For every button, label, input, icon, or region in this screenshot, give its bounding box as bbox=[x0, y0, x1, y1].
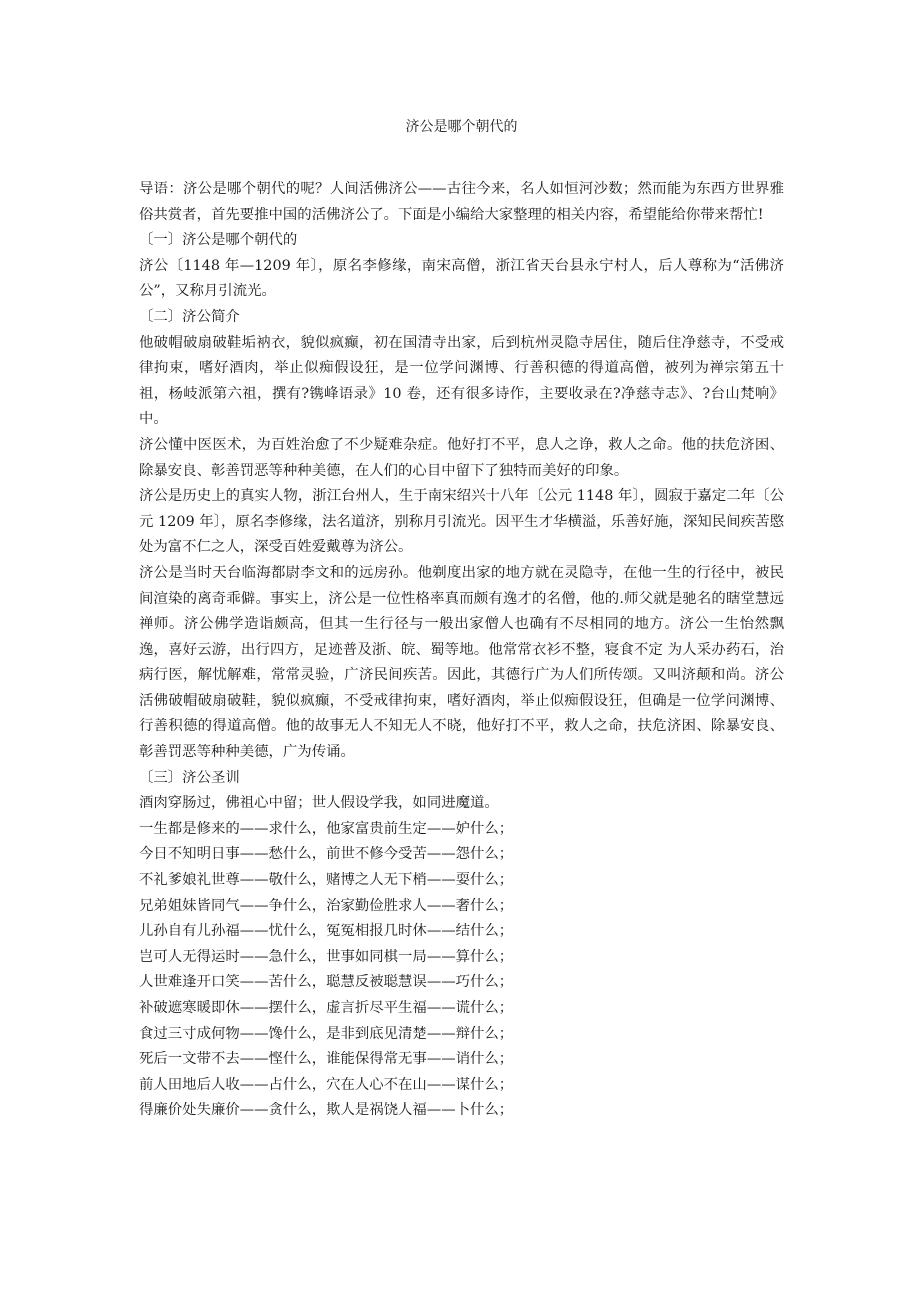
paragraph: 他破帽破扇破鞋垢衲衣，貌似疯癫，初在国清寺出家，后到杭州灵隐寺居住，随后住净慈寺，不受戒律拘束，嗜好酒肉，举止似痴假设狂，是一位学问渊博、行善积德的得道高僧，被列为禅宗第五十祖，杨岐派第六祖，撰有?镌峰语录》10 卷，还有很多诗作，主要收录在?净慈寺志》、?台山梵响》中。 bbox=[139, 334, 784, 428]
section-heading-3: 〔三〕济公圣训 bbox=[139, 769, 240, 786]
intro-paragraph: 导语：济公是哪个朝代的呢？人间活佛济公——古往今来，名人如恒河沙数；然而能为东西方世界雅俗共赏者，首先要推中国的活佛济公了。下面是小编给大家整理的相关内容，希望能给你带来帮忙! bbox=[139, 181, 784, 223]
verse-line: 儿孙自有儿孙福——忧什么，冤冤相报几时休——结什么； bbox=[139, 923, 514, 940]
paragraph: 济公是历史上的真实人物，浙江台州人，生于南宋绍兴十八年〔公元 1148 年〕，圆寂于嘉定二年〔公元 1209 年〕，原名李修缘，法名道济，别称月引流光。因平生才华横溢，乐善好施，深知民间疾苦愍处为富不仁之人，深受百姓爱戴尊为济公。 bbox=[139, 488, 784, 556]
verse-line: 岂可人无得运时——急什么，世事如同棋一局——算什么； bbox=[139, 948, 514, 965]
section-heading-2: 〔二〕济公简介 bbox=[139, 308, 240, 325]
verse-line: 兄弟姐妹皆同气——争什么，治家勤俭胜求人——奢什么； bbox=[139, 897, 514, 914]
verse-line: 死后一文带不去——悭什么，谁能保得常无事——诮什么； bbox=[139, 1051, 514, 1068]
paragraph: 济公懂中医医术，为百姓治愈了不少疑难杂症。他好打不平，息人之诤，救人之命。他的扶危济困、除暴安良、彰善罚恶等种种美德，在人们的心目中留下了独特而美好的印象。 bbox=[139, 436, 784, 479]
document-title: 济公是哪个朝代的 bbox=[405, 119, 518, 135]
section-heading-1: 〔一〕济公是哪个朝代的 bbox=[139, 232, 298, 249]
paragraph: 济公是当时天台临海都尉李文和的远房孙。他剃度出家的地方就在灵隐寺，在他一生的行径中，被民间渲染的离奇乖僻。事实上，济公是一位性格率真而颇有逸才的名僧，他的.师父就是驰名的瞎堂慧远禅师。济公佛学造诣颇高，但其一生行径与一般出家僧人也确有不尽相同的地方。济公一生怡然飘逸，喜好云游，出行四方，足迹普及浙、皖、蜀等地。他常常衣衫不整，寝食不定 为人采办药石，治病行医，解忧解难，常常灵验，广济民间疾苦。因此，其德行广为人们所传颂。又叫济颠和尚。济公活佛破帽破扇破鞋，貌似疯癫，不受戒律拘束，嗜好酒肉，举止似痴假设狂，但确是一位学问渊博、行善积德的得道高僧。他的故事无人不知无人不晓，他好打不平，救人之命，扶危济困、除暴安良、彰善罚恶等种种美德，广为传诵。 bbox=[139, 564, 784, 761]
verse-line: 不礼爹娘礼世尊——敬什么，赌博之人无下梢——耍什么； bbox=[139, 872, 514, 889]
paragraph: 济公〔1148 年—1209 年〕，原名李修缘，南宋高僧，浙江省天台县永宁村人，后人尊称为“活佛济公”，又称月引流光。 bbox=[139, 257, 784, 300]
verse-line: 前人田地后人收——占什么，穴在人心不在山——谋什么； bbox=[139, 1076, 514, 1093]
verse-line: 人世难逢开口笑——苦什么，聪慧反被聪慧误——巧什么； bbox=[139, 974, 514, 991]
verse-line: 补破遮寒暖即休——摆什么，虚言折尽平生福——谎什么； bbox=[139, 1000, 514, 1016]
document-body bbox=[139, 177, 784, 1124]
verse-line: 一生都是修来的——求什么，他家富贵前生定——妒什么； bbox=[139, 820, 514, 837]
verse-line: 食过三寸成何物——馋什么，是非到底见清楚——辩什么； bbox=[139, 1025, 514, 1042]
verse-line: 酒肉穿肠过，佛祖心中留；世人假设学我，如同进魔道。 bbox=[139, 795, 499, 812]
verse-line: 今日不知明日事——愁什么，前世不修今受苦——怨什么； bbox=[139, 846, 514, 863]
verse-line: 得廉价处失廉价——贪什么，欺人是祸饶人福——卜什么； bbox=[139, 1102, 514, 1119]
